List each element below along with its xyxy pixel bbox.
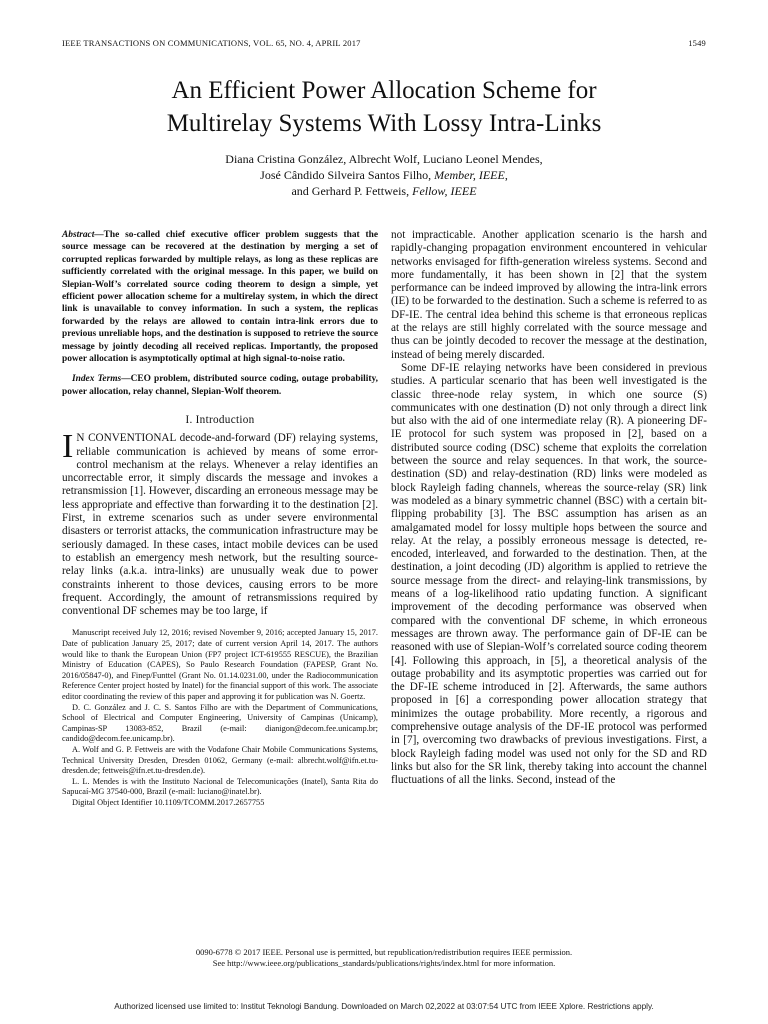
abstract: Abstract—The so-called chief executive officer problem suggests that the source message can be recovered at the destination by merging a set of corrupted replicas forwarded by multiple relays, as long as these replicas are sufficiently correlated with the original message. In this paper, we build on Slepian-Wolf’s correlated source coding theorem to design a simple, yet efficient power allocation scheme for a multirelay system, in which the direct link is unavailable to convey information. In such a system, the replicas forwarded by the relays are allowed to contain intra-link errors due to previous unreliable hops, and the destination is supposed to retrieve the source message by jointly decoding all received replicas. Importantly, the proposed power allocation is asymptotically optimal at high signal-to-noise ratio.: [62, 230, 378, 365]
copyright-notice: [0, 947, 768, 969]
drop-cap: I: [62, 428, 74, 466]
author-list: [0, 151, 768, 199]
footnote-affiliation: D. C. González and J. C. S. Santos Filho are with the Department of Communications, School of Electrical and Computer Engineering, University of Campinas (Unicamp), Campinas-SP 13083-852, Brazil (e-mail: dianigon@decom.fee.unicamp.br; candido@decom.fee.unicamp.br).: [62, 702, 378, 744]
index-terms: Index Terms—CEO problem, distributed source coding, outage probability, power allocation, relay channel, Slepian-Wolf theorem.: [62, 374, 378, 397]
paper-title: [0, 74, 768, 140]
footnote-doi: Digital Object Identifier 10.1109/TCOMM.2017.2657755: [72, 797, 265, 807]
journal-citation: IEEE TRANSACTIONS ON COMMUNICATIONS, VOL. 65, NO. 4, APRIL 2017: [62, 38, 361, 48]
page-number: 1549: [688, 38, 706, 48]
index-terms-label: Index Terms: [72, 374, 122, 385]
footnote-affiliation: L. L. Mendes is with the Instituto Nacional de Telecomunicações (Inatel), Santa Rita do Sapucaí-MG 37540-000, Brazil (e-mail: luciano@inatel.br).: [62, 776, 378, 797]
footnote-manuscript: Manuscript received July 12, 2016; revised November 9, 2016; accepted January 15, 2017. Date of publication January 25, 2017; date of current version April 14, 2017. The authors would like to thank the European Union (FP7 project ICT-619555 RESCUE), the Brazilian Ministry of Education (CAPES), So Paulo Research Foundation (FAPESP, Grant No. 2016/05847-0), and Finep/Funttel (Grant No. 01.14.0231.00, under the Radiocommunication Reference Center project hosted by Inatel) for the financial support of this work. The associate editor coordinating the review of this paper and approving it for publication was N. Goertz.: [62, 628, 378, 701]
authors-line-1: Diana Cristina González, Albrecht Wolf, Luciano Leonel Mendes,: [225, 152, 543, 166]
index-terms-text: CEO problem, distributed source coding, outage probability, power allocation, relay channel, Slepian-Wolf theorem.: [62, 374, 378, 397]
author-name: and Gerhard P. Fettweis,: [291, 184, 410, 198]
right-column: [391, 229, 707, 787]
abstract-label: Abstract: [62, 230, 95, 240]
title-line-2: Multirelay Systems With Lossy Intra-Links: [166, 110, 602, 137]
footnotes: [62, 628, 378, 808]
authors-line-3: [0, 183, 768, 199]
copyright-line-2: See http://www.ieee.org/publications_standards/publications/rights/index.html for more information.: [212, 958, 556, 968]
abstract-text: The so-called chief executive officer problem suggests that the source message can be recovered at the destination by merging a set of corrupted replicas forwarded by multiple relays, as long as these replicas are sufficiently correlated with the original message. In this paper, we build on Slepian-Wolf’s correlated source coding theorem to design a simple, yet efficient power allocation scheme for a multirelay system, in which the direct link is unavailable to convey information. In such a system, the replicas forwarded by the relays are allowed to contain intra-link errors due to previous unreliable hops, and the destination is supposed to retrieve the source message by jointly decoding all received replicas. Importantly, the proposed power allocation is asymptotically optimal at high signal-to-noise ratio.: [62, 230, 378, 365]
authors-line-2: José Cândido Silveira Santos Filho, Member, IEEE,: [260, 168, 508, 182]
title-line-1: An Efficient Power Allocation Scheme for: [171, 77, 597, 104]
section-heading-introduction: I. Introduction: [185, 414, 255, 427]
author-name: José Cândido Silveira Santos Filho,: [260, 168, 432, 182]
copyright-line-1: 0090-6778 © 2017 IEEE. Personal use is permitted, but republication/redistribution requires IEEE permission.: [195, 947, 573, 957]
footnote-affiliation: A. Wolf and G. P. Fettweis are with the Vodafone Chair Mobile Communications Systems, Technical University Dresden, Dresden 01062, Germany (e-mail: albrecht.wolf@ifn.et.tu-dresden.de; fettweis@ifn.et.tu-dresden.de).: [62, 744, 378, 776]
body-paragraph: not impracticable. Another application scenario is the harsh and rapidly-changing propagation environment encountered in vehicular networks envisaged for fifth-generation wireless systems. Second and more fundamentally, it has been shown in [2] that the system performance can be indeed improved by allowing the intra-link errors (IE) to be forwarded to the destination. Such a scheme is referred to as DF-IE. The central idea behind this scheme is that erroneous replicas at the relays are still highly correlated with the source message and thus can be jointly decoded to recover the message at the destination, instead of being merely discarded.: [391, 229, 707, 361]
intro-paragraph: I N CONVENTIONAL decode-and-forward (DF) relaying systems, reliable communication is achieved by means of some error-control mechanism at the relays. Whenever a relay identifies an uncorrectable error, it simply discards the message and invokes a retransmission [1]. However, discarding an erroneous message may be less appropriate and effective than forwarding it to the destination [2]. First, in extreme scenarios such as under severe environmental disasters or terrorist attacks, the communication infrastructure may be seriously damaged. In these cases, intact mobile devices can be used to establish an emergency mesh network, but the resulting source-relay links (a.k.a. intra-links) are unusually weak due to power constraints inherent to those devices, causing errors to be more frequent. Accordingly, the amount of retransmissions required by conventional DF schemes may be too large, if: [62, 428, 378, 618]
license-notice: Authorized licensed use limited to: Institut Teknologi Bandung. Downloaded on March 02,2022 at 03:07:54 UTC from IEEE Xplore. Restrictions apply.: [114, 1002, 654, 1011]
left-column: [62, 229, 378, 809]
body-paragraph: Some DF-IE relaying networks have been considered in previous studies. A particular scenario that has been well investigated is the classic three-node relay system, in which one source (S) communicates with one destination (D) not only through a direct link but also with the aid of one intermediate relay (R). A pioneering DF-IE protocol for such system was proposed in [2], based on a distributed source coding (DSC) scheme that exploits the correlation between the source and relay sequences. In that work, the source-destination (SD) and relay-destination (RD) links were modeled as block Rayleigh fading channels, whereas the source-relay (SR) link was modeled as a binary symmetric channel (BSC) with a certain bit-flipping probability [3]. The BSC assumption has arisen as an amalgamated model for lossy multiple hops between the source and relay. At the relay, a possibly erroneous message is detected, re-encoded, interleaved, and forwarded to the destination. Then, at the destination, a joint decoding (JD) algorithm is applied to retrieve the source message from the direct- and relaying-link transmissions, by means of a log-likelihood ratio updating function. A significant improvement of the decoding performance was observed when compared with the conventional DF scheme, in which erroneous messages are thrown away. The performance gain of DF-IE can be reasoned with use of Slepian-Wolf’s correlated source coding theorem [4]. Following this approach, in [5], a theoretical analysis of the outage probability and its asymptotic properties was carried out for the DF-IE scheme introduced in [2]. Afterwards, the same authors proposed in [6] a corresponding power allocation strategy that minimizes the outage probability. More recently, a rigorous and comprehensive outage analysis of the DF-IE protocol was performed in [7], overcoming two drawbacks of previous investigations. First, a block Rayleigh fading model was used not only for the SD and RD links but also for the SR link, thereby taking into account the channel fluctuations of all the links. Second, instead of the: [391, 361, 707, 787]
author-membership: Fellow, IEEE: [412, 184, 477, 198]
author-membership: Member, IEEE: [434, 168, 505, 182]
